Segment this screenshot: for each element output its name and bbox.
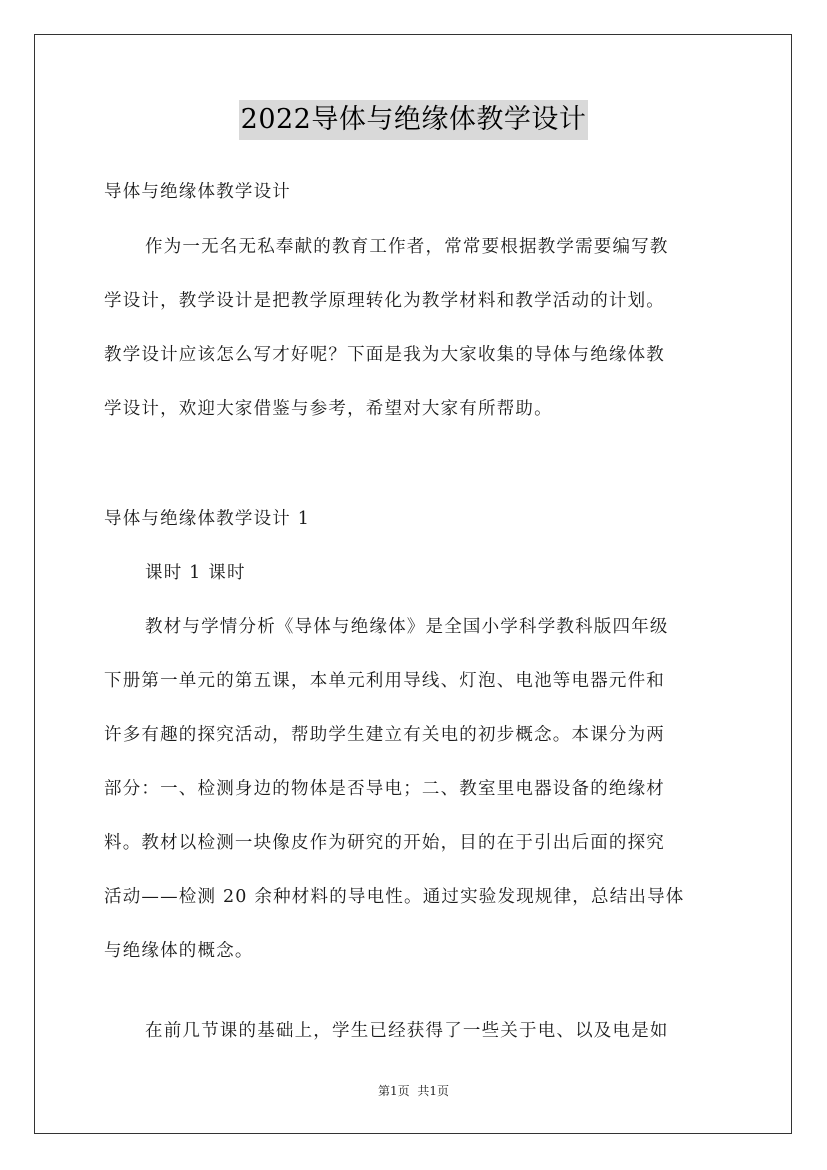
page-total: 共1页 [417, 1084, 450, 1098]
page-number: 第1页 [377, 1084, 410, 1098]
analysis-line-5: 料。教材以检测一块像皮作为研究的开始，目的在于引出后面的探究 [104, 833, 665, 853]
document-title: 2022导体与绝缘体教学设计 [239, 100, 589, 140]
analysis-line-2: 下册第一单元的第五课，本单元利用导线、灯泡、电池等电器元件和 [104, 671, 665, 691]
analysis-line-7: 与绝缘体的概念。 [104, 941, 254, 961]
title-container [0, 100, 827, 140]
intro-line-2: 学设计，教学设计是把教学原理转化为教学材料和教学活动的计划。 [104, 291, 665, 311]
intro-line-4: 学设计，欢迎大家借鉴与参考，希望对大家有所帮助。 [104, 399, 553, 419]
class-hours: 课时 1 课时 [145, 563, 246, 583]
intro-line-3: 教学设计应该怎么写才好呢？下面是我为大家收集的导体与绝缘体教 [104, 345, 665, 365]
analysis-line-4: 部分：一、检测身边的物体是否导电；二、教室里电器设备的绝缘材 [104, 779, 665, 799]
paragraph-last-line: 在前几节课的基础上，学生已经获得了一些关于电、以及电是如 [145, 1021, 669, 1041]
analysis-line-6: 活动——检测 20 余种材料的导电性。通过实验发现规律，总结出导体 [104, 887, 685, 907]
analysis-line-3: 许多有趣的探究活动，帮助学生建立有关电的初步概念。本课分为两 [104, 725, 665, 745]
page-footer [0, 1082, 827, 1100]
intro-line-1: 作为一无名无私奉献的教育工作者，常常要根据教学需要编写教 [145, 237, 669, 257]
analysis-line-1: 教材与学情分析《导体与绝缘体》是全国小学科学教科版四年级 [145, 617, 669, 637]
section-heading: 导体与绝缘体教学设计 1 [104, 509, 311, 529]
document-subtitle: 导体与绝缘体教学设计 [104, 182, 291, 202]
